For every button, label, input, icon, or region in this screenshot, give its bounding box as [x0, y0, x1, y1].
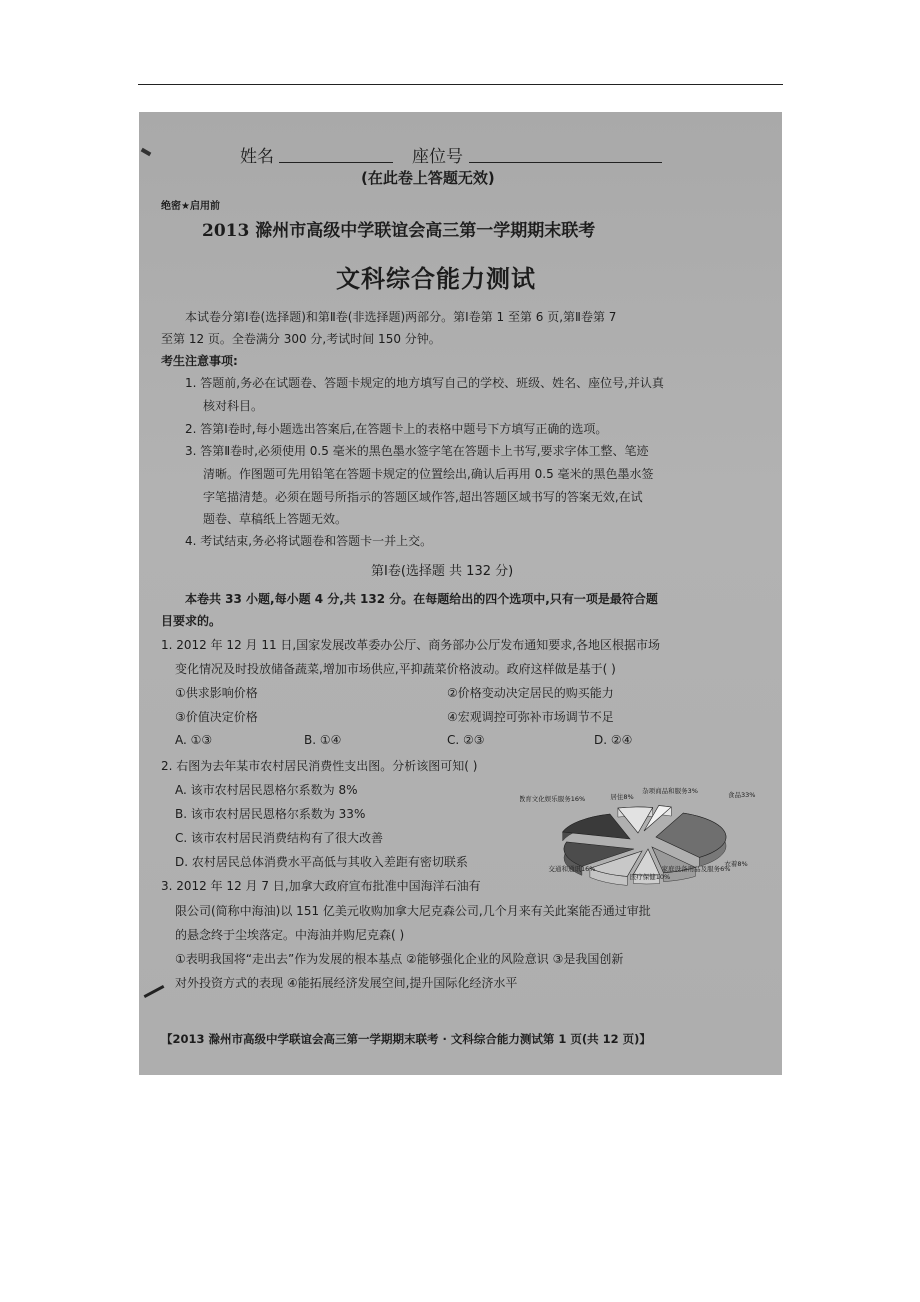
q3-stem-2: 限公司(简称中海油)以 151 亿美元收购加拿大尼克森公司,几个月来有关此案能否通过审批: [175, 904, 651, 918]
q1-choice-d: D. ②④: [594, 733, 633, 747]
pie-svg: [520, 783, 772, 887]
pie-label-4: 交通和通讯16%: [548, 865, 596, 873]
note-line-6: 字笔描清楚。必须在题号所指示的答题区域作答,超出答题区域书写的答案无效,在试: [203, 490, 643, 504]
top-rule: [138, 84, 783, 85]
note-line-7: 题卷、草稿纸上答题无效。: [203, 512, 348, 526]
q2-stem: 2. 右图为去年某市农村居民消费性支出图。分析该图可知( ): [161, 759, 478, 773]
subject-title: 文科综合能力测试: [336, 265, 536, 293]
section-instruction-1: 本卷共 33 小题,每小题 4 分,共 132 分。在每题给出的四个选项中,只有一项是最符合题: [185, 592, 658, 606]
section-title: 第Ⅰ卷(选择题 共 132 分): [371, 564, 514, 579]
q1-choice-a: A. ①③: [175, 733, 213, 747]
q3-stem-3: 的悬念终于尘埃落定。中海油并购尼克森( ): [175, 928, 405, 942]
pen-mark-top: [141, 148, 152, 156]
note-line-3: 2. 答第Ⅰ卷时,每小题选出答案后,在答题卡上的表格中题号下方填写正确的选项。: [185, 422, 608, 436]
q1-option-1: ①供求影响价格: [175, 686, 258, 700]
pie-slice-6: [618, 807, 653, 833]
q1-choice-c: C. ②③: [447, 733, 485, 747]
note-line-2: 核对科目。: [203, 399, 264, 413]
seat-blank: [469, 162, 662, 163]
pie-slice-0: [656, 813, 726, 857]
name-blank: [279, 162, 393, 163]
name-label: 姓名: [240, 147, 274, 167]
q1-stem-2: 变化情况及时投放储备蔬菜,增加市场供应,平抑蔬菜价格波动。政府这样做是基于( ): [175, 662, 616, 676]
section-instruction-2: 目要求的。: [161, 614, 222, 628]
pie-label-1: 衣着8%: [724, 860, 748, 868]
q2-option-b: B. 该市农村居民恩格尔系数为 33%: [175, 807, 366, 821]
q3-options-1: ①表明我国将“走出去”作为发展的根本基点 ②能够强化企业的风险意识 ③是我国创新: [175, 952, 624, 966]
notes-heading: 考生注意事项:: [161, 354, 238, 368]
q1-option-3: ③价值决定价格: [175, 710, 258, 724]
answer-invalid-notice: (在此卷上答题无效): [361, 169, 495, 187]
q3-options-2: 对外投资方式的表现 ④能拓展经济发展空间,提升国际化经济水平: [175, 976, 518, 990]
exam-title: 2013 滁州市高级中学联谊会高三第一学期期末联考: [202, 221, 596, 241]
intro-line-2: 至第 12 页。全卷满分 300 分,考试时间 150 分钟。: [161, 332, 441, 346]
pie-label-6: 居住8%: [610, 793, 634, 801]
pen-mark-bottom: [144, 985, 165, 998]
pie-label-0: 食品33%: [728, 791, 756, 799]
pie-label-3: 医疗保健10%: [629, 873, 671, 881]
pie-label-2: 家庭设备用品及服务6%: [661, 865, 731, 873]
q2-option-d: D. 农村居民总体消费水平高低与其收入差距有密切联系: [175, 855, 468, 869]
seat-label: 座位号: [412, 147, 463, 167]
note-line-4: 3. 答第Ⅱ卷时,必须使用 0.5 毫米的黑色墨水签字笔在答题卡上书写,要求字体工整、笔迹: [185, 444, 649, 458]
pie-label-7: 杂项商品和服务3%: [642, 787, 698, 795]
q3-stem-1: 3. 2012 年 12 月 7 日,加拿大政府宣布批准中国海洋石油有: [161, 879, 481, 893]
note-line-5: 清晰。作图题可先用铅笔在答题卡规定的位置绘出,确认后再用 0.5 毫米的黑色墨水签: [203, 467, 654, 481]
intro-line-1: 本试卷分第Ⅰ卷(选择题)和第Ⅱ卷(非选择题)两部分。第Ⅰ卷第 1 至第 6 页,第Ⅱ卷第 7: [185, 310, 617, 324]
pie-slice-5: [563, 814, 630, 839]
note-line-8: 4. 考试结束,务必将试题卷和答题卡一并上交。: [185, 534, 433, 548]
q1-stem-1: 1. 2012 年 12 月 11 日,国家发展改革委办公厅、商务部办公厅发布通知要求,各地区根据市场: [161, 638, 661, 652]
q1-choice-b: B. ①④: [304, 733, 342, 747]
page-footer: 【2013 滁州市高级中学联谊会高三第一学期期末联考 · 文科综合能力测试第 1 页(共 12 页)】: [161, 1032, 651, 1046]
consumption-pie-chart: [520, 783, 772, 887]
secret-mark: 绝密★启用前: [161, 201, 220, 212]
pie-label-5: 教育文化娱乐服务16%: [520, 795, 586, 803]
q2-option-c: C. 该市农村居民消费结构有了很大改善: [175, 831, 384, 845]
exam-page-photo: [139, 112, 782, 1075]
q1-option-4: ④宏观调控可弥补市场调节不足: [447, 710, 614, 724]
note-line-1: 1. 答题前,务必在试题卷、答题卡规定的地方填写自己的学校、班级、姓名、座位号,并认真: [185, 376, 664, 390]
q1-option-2: ②价格变动决定居民的购买能力: [447, 686, 614, 700]
q2-option-a: A. 该市农村居民恩格尔系数为 8%: [175, 783, 358, 797]
